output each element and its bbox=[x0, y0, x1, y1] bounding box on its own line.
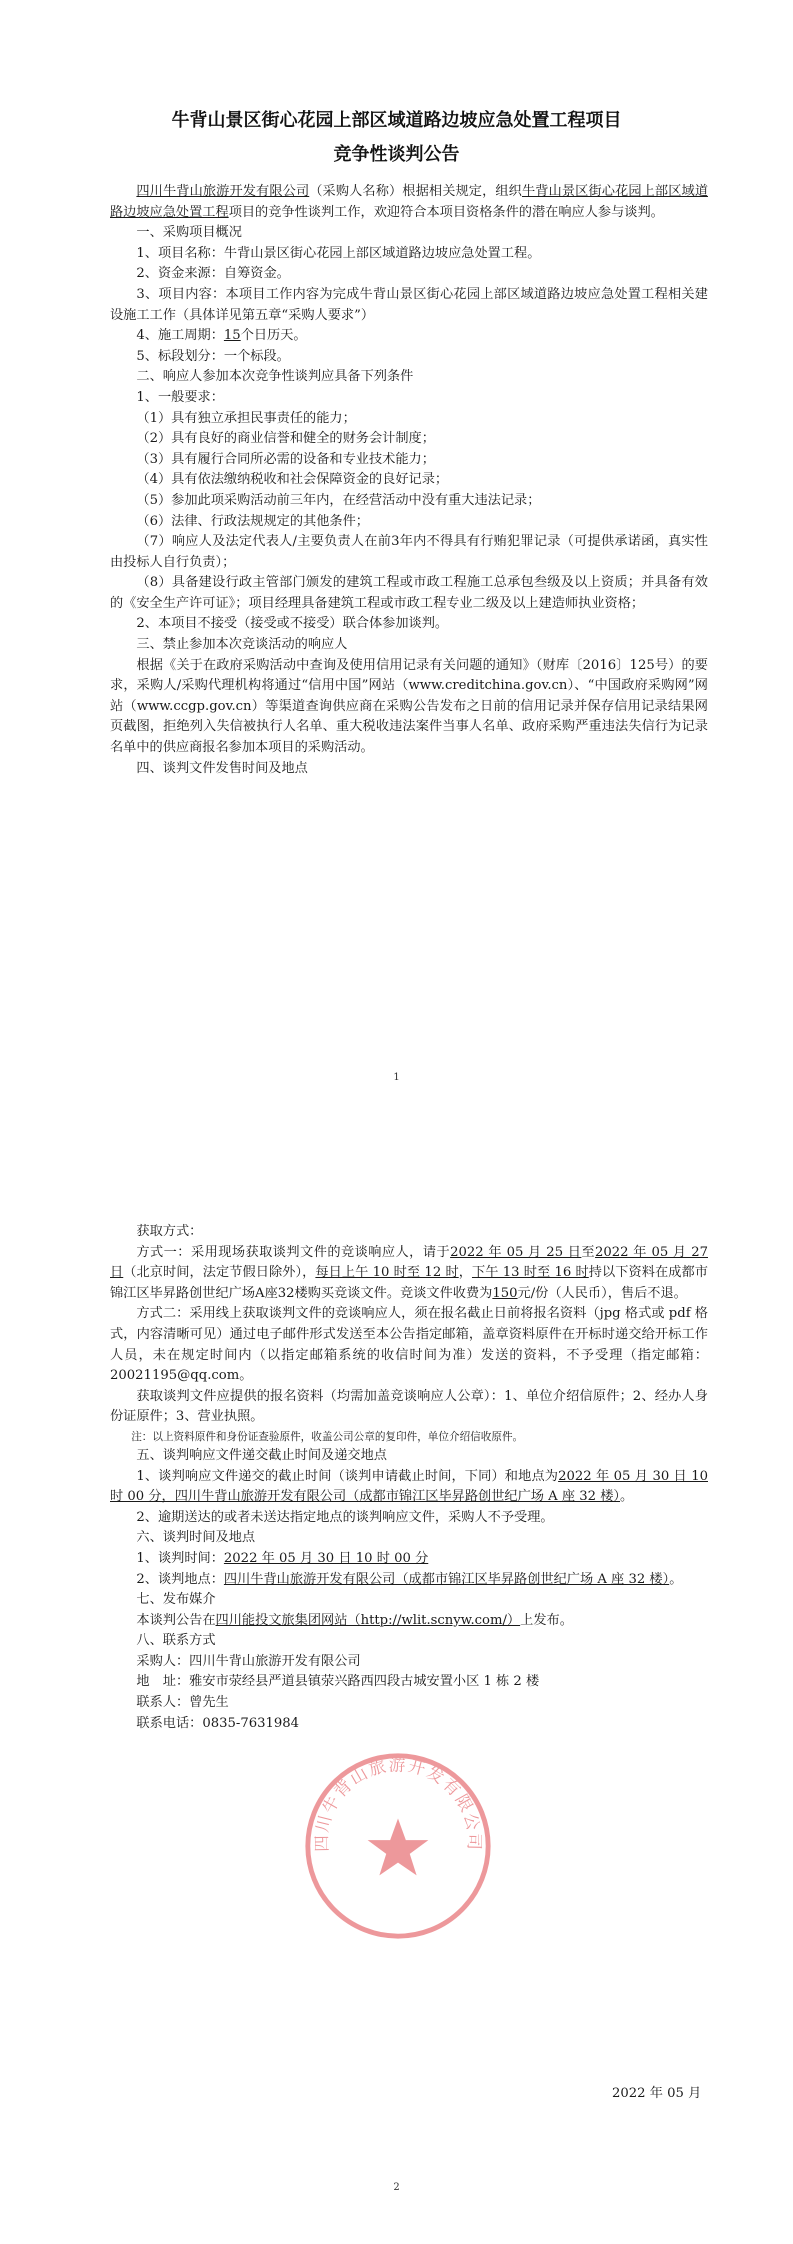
page-2 bbox=[0, 1122, 793, 2244]
s6-time-label: 1、谈判时间： bbox=[136, 1550, 224, 1566]
m1-start-date: 2022 年 05 月 25 日 bbox=[450, 1244, 582, 1260]
section-2-heading: 二、响应人参加本次竞争性谈判应具备下列条件 bbox=[136, 369, 414, 385]
s7-text-b: 上发布。 bbox=[520, 1612, 573, 1628]
requirement-7: （7）响应人及法定代表人/主要负责人在前3年内不得具有行贿犯罪记录（可提供承诺函，真实性由投标人自行负责）； bbox=[110, 534, 708, 570]
title-line-1: 牛背山景区街心花园上部区域道路边坡应急处置工程项目 bbox=[171, 110, 622, 131]
section-7-heading: 七、发布媒介 bbox=[136, 1592, 216, 1608]
item-project-name: 1、项目名称：牛背山景区街心花园上部区域道路边坡应急处置工程。 bbox=[136, 245, 541, 261]
negotiation-place bbox=[110, 1570, 708, 1591]
credit-check-paragraph: 根据《关于在政府采购活动中查询及使用信用记录有关问题的通知》（财库〔2016〕125号）的要求，采购人/采购代理机构将通过“信用中国”网站（www.creditchina.gov.cn）、“中国政府采购网”网站（www.ccgp.gov.cn）等渠道查询供应商在采购公告发布之日前的信用记录并保存信用记录结果网页截图，拒绝列入失信被执行人名单、重大税收违法案件当事人名单、政府采购严重违法失信行为记录名单中的供应商报名参加本项目的采购活动。 bbox=[110, 657, 708, 756]
intro-text-2: 项目的竞争性谈判工作，欢迎符合本项目资格条件的潜在响应人参与谈判。 bbox=[228, 204, 664, 220]
period-label: 4、施工周期： bbox=[136, 328, 224, 344]
m1-comma: ， bbox=[458, 1265, 472, 1281]
intro-text-1: （采购人名称）根据相关规定，组织 bbox=[309, 184, 522, 199]
submission-deadline bbox=[110, 1467, 708, 1508]
m1-end-date: 2022 年 05 月 27 日 bbox=[110, 1244, 708, 1281]
page-2-body bbox=[110, 1222, 708, 1734]
section-5-heading: 五、谈判响应文件递交截止时间及递交地点 bbox=[136, 1447, 387, 1463]
contact-address: 地 址：雅安市荥经县严道县镇荥兴路西四段古城安置小区 1 栋 2 楼 bbox=[136, 1674, 540, 1690]
contact-person: 联系人：曾先生 bbox=[136, 1695, 229, 1711]
buyer-name: 四川牛背山旅游开发有限公司 bbox=[136, 184, 310, 199]
m1-text-a: 方式一：采用现场获取谈判文件的竞谈响应人，请于 bbox=[136, 1244, 451, 1260]
intro-paragraph bbox=[110, 182, 708, 223]
section-1-heading: 一、采购项目概况 bbox=[136, 225, 242, 241]
page-number-2: 2 bbox=[393, 2182, 400, 2193]
m1-text-e: 元/份（人民币），售后不退。 bbox=[517, 1285, 687, 1301]
contact-buyer: 采购人：四川牛背山旅游开发有限公司 bbox=[136, 1653, 361, 1669]
registration-materials: 获取谈判文件应提供的报名资料（均需加盖竞谈响应人公章）：1、单位介绍信原件；2、经办人身份证原件；3、营业执照。 bbox=[110, 1388, 708, 1425]
s7-website: 四川能投文旅集团网站（http://wlit.scnyw.com/） bbox=[215, 1612, 521, 1628]
section-4-heading: 四、谈判文件发售时间及地点 bbox=[136, 760, 308, 776]
svg-text:四川牛背山旅游开发有限公司: 四川牛背山旅游开发有限公司 bbox=[312, 1755, 484, 1853]
section-8-heading: 八、联系方式 bbox=[136, 1633, 216, 1649]
section-3-heading: 三、禁止参加本次竞谈活动的响应人 bbox=[136, 637, 348, 653]
m1-text-c: （北京时间，法定节假日除外）， bbox=[123, 1265, 316, 1281]
page-number-1: 1 bbox=[393, 1072, 400, 1083]
s6-place-label: 2、谈判地点： bbox=[136, 1571, 224, 1587]
section-6-heading: 六、谈判时间及地点 bbox=[136, 1530, 256, 1546]
method-1 bbox=[110, 1243, 708, 1305]
title-line-2: 竞争性谈判公告 bbox=[333, 144, 460, 165]
s7-text-a: 本谈判公告在 bbox=[136, 1612, 216, 1628]
requirement-3: （3）具有履行合同所必需的设备和专业技术能力； bbox=[136, 451, 435, 467]
page-1-body bbox=[110, 182, 708, 779]
requirement-4: （4）具有依法缴纳税收和社会保障资金的良好记录； bbox=[136, 472, 449, 488]
requirement-1: （1）具有独立承担民事责任的能力； bbox=[136, 410, 356, 426]
s5-text-b: 。 bbox=[620, 1489, 634, 1505]
s6-time-value: 2022 年 05 月 30 日 10 时 00 分 bbox=[223, 1550, 429, 1566]
period-value: 15 bbox=[223, 328, 241, 344]
item-fund-source: 2、资金来源：自筹资金。 bbox=[136, 266, 290, 282]
s5-deadline-place: 2022 年 05 月 30 日 10 时 00 分，四川牛背山旅游开发有限公司（成都市锦江区毕昇路创世纪广场 A 座 32 楼） bbox=[110, 1468, 708, 1505]
general-requirements: 1、一般要求： bbox=[136, 389, 224, 405]
method-2: 方式二：采用线上获取谈判文件的竞谈响应人，须在报名截止日前将报名资料（jpg 格式或 pdf 格式，内容清晰可见）通过电子邮件形式发送至本公告指定邮箱，盖章资料原件在开标时递交给开标工作人员，未在规定时间内（以指定邮箱系统的收信时间为准）发送的资料，不予受理（指定邮箱：20021195@qq.com。 bbox=[110, 1306, 708, 1384]
requirement-6: （6）法律、行政法规规定的其他条件； bbox=[136, 513, 369, 529]
s6-place-end: 。 bbox=[669, 1571, 683, 1587]
s6-place-value: 四川牛背山旅游开发有限公司（成都市锦江区毕昇路创世纪广场 A 座 32 楼） bbox=[223, 1571, 670, 1587]
company-seal-stamp bbox=[300, 1748, 496, 1944]
requirement-2: （2）具有良好的商业信誉和健全的财务会计制度； bbox=[136, 431, 435, 447]
m1-text-b: 至 bbox=[581, 1244, 596, 1260]
page-1 bbox=[0, 0, 793, 1120]
project-name: 牛背山景区街心花园上部区域道路边坡应急处置工程 bbox=[110, 184, 709, 220]
m1-text-d: 持以下资料在成都市锦江区毕昇路创世纪广场A座32楼购买竞谈文件。竞谈文件收费为 bbox=[110, 1265, 708, 1301]
date-line: 2022 年 05 月 bbox=[612, 2086, 702, 2101]
period-unit: 个日历天。 bbox=[240, 328, 307, 344]
publish-media bbox=[110, 1611, 708, 1632]
negotiation-time bbox=[110, 1549, 708, 1570]
item-project-content: 3、项目内容：本项目工作内容为完成牛背山景区街心花园上部区域道路边坡应急处置工程相关建设施工工作（具体详见第五章“采购人要求”） bbox=[110, 286, 708, 323]
item-lot-division: 5、标段划分：一个标段。 bbox=[136, 348, 290, 364]
m1-fee: 150 bbox=[492, 1285, 518, 1301]
requirement-8: （8）具备建设行政主管部门颁发的建筑工程或市政工程施工总承包叁级及以上资质；并具备有效的《安全生产许可证》；项目经理具备建筑工程或市政工程专业二级及以上建造师执业资格； bbox=[110, 575, 708, 611]
obtain-heading: 获取方式： bbox=[136, 1224, 203, 1239]
m1-morning-hours: 每日上午 10 时至 12 时 bbox=[315, 1265, 459, 1281]
item-construction-period bbox=[110, 326, 708, 347]
materials-note: 注：以上资料原件和身份证查验原件，收盖公司公章的复印件，单位介绍信收原件。 bbox=[131, 1430, 524, 1443]
requirement-5: （5）参加此项采购活动前三年内，在经营活动中没有重大违法记录； bbox=[136, 492, 541, 508]
s5-text-a: 1、谈判响应文件递交的截止时间（谈判申请截止时间，下同）和地点为 bbox=[136, 1468, 559, 1484]
m1-afternoon-hours: 下午 13 时至 16 时 bbox=[471, 1265, 589, 1281]
late-submission-note: 2、逾期送达的或者未送达指定地点的谈判响应文件，采购人不予受理。 bbox=[136, 1509, 554, 1525]
consortium-note: 2、本项目不接受（接受或不接受）联合体参加谈判。 bbox=[136, 616, 449, 632]
contact-phone: 联系电话：0835-7631984 bbox=[136, 1715, 300, 1731]
